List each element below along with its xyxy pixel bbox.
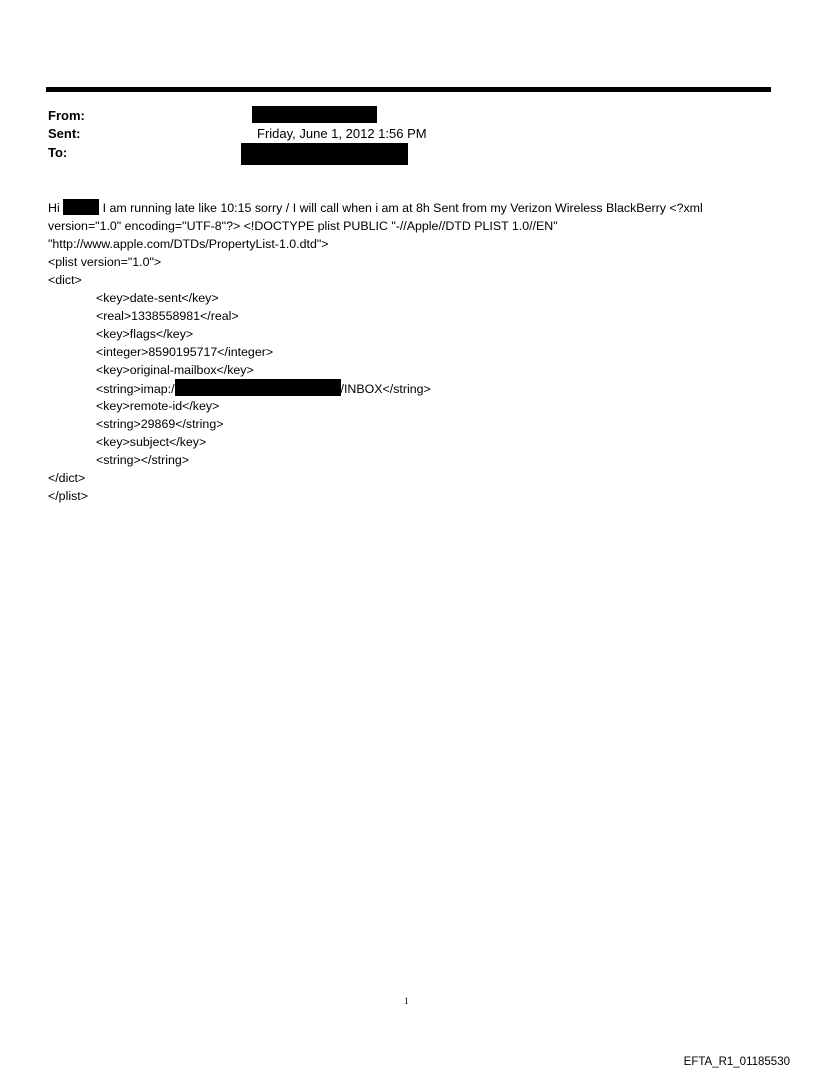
plist-line: <dict>	[48, 273, 82, 287]
plist-line: <key>flags</key>	[96, 327, 194, 341]
header-rule	[46, 87, 771, 92]
from-label: From:	[48, 108, 85, 123]
page-number: 1	[404, 996, 409, 1006]
mailbox-redaction	[175, 379, 341, 396]
message-line	[48, 199, 772, 217]
plist-line: </plist>	[48, 489, 88, 503]
plist-line: </dict>	[48, 471, 86, 485]
to-redaction	[241, 143, 408, 165]
name-redaction	[63, 199, 99, 215]
plist-line: <string></string>	[96, 453, 189, 467]
greeting: Hi	[48, 201, 60, 215]
plist-line	[48, 379, 772, 397]
message-line: "http://www.apple.com/DTDs/PropertyList-1.0.dtd">	[48, 237, 329, 251]
to-label: To:	[48, 145, 68, 160]
message-line: version="1.0" encoding="UTF-8"?> <!DOCTYPE plist PUBLIC "-//Apple//DTD PLIST 1.0//EN"	[48, 219, 558, 233]
plist-line: <plist version="1.0">	[48, 255, 162, 269]
plist-line: <key>date-sent</key>	[96, 291, 219, 305]
message-body	[48, 199, 772, 505]
message-text: I am running late like 10:15 sorry / I will call when i am at 8h Sent from my Verizon Wireless BlackBerry <?xml	[102, 201, 703, 215]
plist-line: <string>29869</string>	[96, 417, 224, 431]
plist-line: <key>remote-id</key>	[96, 399, 220, 413]
from-redaction	[252, 106, 377, 123]
plist-line: <key>subject</key>	[96, 435, 207, 449]
plist-line: <integer>8590195717</integer>	[96, 345, 274, 359]
plist-line: <real>1338558981</real>	[96, 309, 239, 323]
imap-prefix: <string>imap:/	[96, 382, 175, 396]
imap-suffix: /INBOX</string>	[340, 382, 431, 396]
sent-label: Sent:	[48, 126, 81, 141]
plist-line: <key>original-mailbox</key>	[96, 363, 254, 377]
bates-number: EFTA_R1_01185530	[683, 1056, 790, 1068]
sent-value: Friday, June 1, 2012 1:56 PM	[257, 126, 427, 141]
